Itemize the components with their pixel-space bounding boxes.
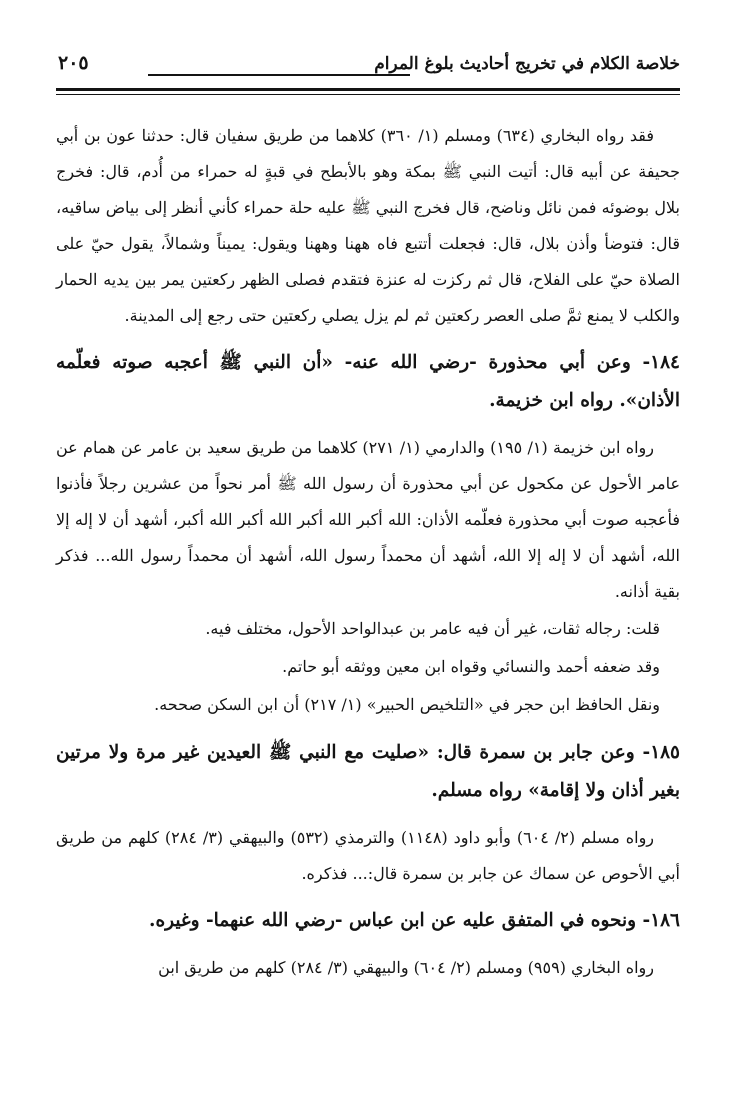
hadith-number: ١٨٤- — [642, 352, 680, 373]
note-line: ونقل الحافظ ابن حجر في «التلخيص الحبير» (١/ ٢١٧) أن ابن السكن صححه. — [154, 695, 660, 714]
header-double-rule-thick — [56, 88, 680, 91]
page-body — [56, 118, 680, 986]
hadith-185 — [56, 734, 680, 810]
takhrij-paragraph-184: رواه ابن خزيمة (١/ ١٩٥) والدارمي (١/ ٢٧١) كلاهما من طريق سعيد بن عامر عن همام عن عامر الأحول عن مكحول عن أبي محذورة أن رسول الله ﷺ أمر نحواً من عشرين رجلاً فأذنوا فأعجبه صوت أبي محذورة فعلّمه الأذان: الله أكبر الله أكبر الله أكبر الله أكبر، أشهد أن لا إله إلا الله، أشهد أن لا إله إلا الله، أشهد أن محمداً رسول الله، أشهد أن محمداً رسول الله... فذكر بقية أذانه. — [56, 438, 680, 601]
hadith-text: وعن أبي محذورة -رضي الله عنه- «أن النبي ﷺ أعجبه صوته فعلّمه الأذان». رواه ابن خزيمة. — [56, 352, 680, 411]
page-header — [56, 52, 680, 98]
hadith-text: وعن جابر بن سمرة قال: «صليت مع النبي ﷺ العيدين غير مرة ولا مرتين بغير أذان ولا إقامة» رواه مسلم. — [56, 742, 680, 801]
hadith-number: ١٨٥- — [642, 742, 680, 763]
header-rule — [148, 74, 410, 76]
takhrij-paragraph-185: رواه مسلم (٢/ ٦٠٤) وأبو داود (١١٤٨) والترمذي (٥٣٢) والبيهقي (٣/ ٢٨٤) كلهم من طريق أبي الأحوص عن سماك عن جابر بن سمرة قال:... فذكره. — [56, 828, 680, 883]
hadith-186 — [56, 902, 680, 940]
note-line: قلت: رجاله ثقات، غير أن فيه عامر بن عبدالواحد الأحول، مختلف فيه. — [205, 619, 660, 638]
running-title: خلاصة الكلام في تخريج أحاديث بلوغ المرام — [374, 54, 680, 74]
hadith-184 — [56, 344, 680, 420]
hadith-number: ١٨٦- — [642, 910, 680, 931]
hadith-text: ونحوه في المتفق عليه عن ابن عباس -رضي الله عنهما- وغيره. — [149, 910, 637, 931]
takhrij-paragraph-186: رواه البخاري (٩٥٩) ومسلم (٢/ ٦٠٤) والبيهقي (٣/ ٢٨٤) كلهم من طريق ابن — [158, 958, 654, 977]
note-line: وقد ضعفه أحمد والنسائي وقواه ابن معين ووثقه أبو حاتم. — [282, 657, 660, 676]
page-number: ٢٠٥ — [58, 52, 89, 74]
takhrij-paragraph-183: فقد رواه البخاري (٦٣٤) ومسلم (١/ ٣٦٠) كلاهما من طريق سفيان قال: حدثنا عون بن أبي جحيفة عن أبيه قال: أتيت النبي ﷺ بمكة وهو بالأبطح في قبةٍ له حمراء من أُدم، قال: فخرج بلال بوضوئه فمن نائل وناضح، قال فخرج النبي ﷺ عليه حلة حمراء كأني أنظر إلى بياض ساقيه، قال: فتوضأ وأذن بلال، قال: فجعلت أتتبع فاه ههنا وههنا ويقول: يميناً وشمالاً، يقول حيّ على الصلاة حيّ على الفلاح، قال ثم ركزت له عنزة فتقدم فصلى الظهر ركعتين يمر بين يديه الحمار والكلب لا يمنع ثمَّ صلى العصر ركعتين ثم لم يزل يصلي ركعتين حتى رجع إلى المدينة. — [56, 126, 680, 325]
header-double-rule-thin — [56, 94, 680, 95]
